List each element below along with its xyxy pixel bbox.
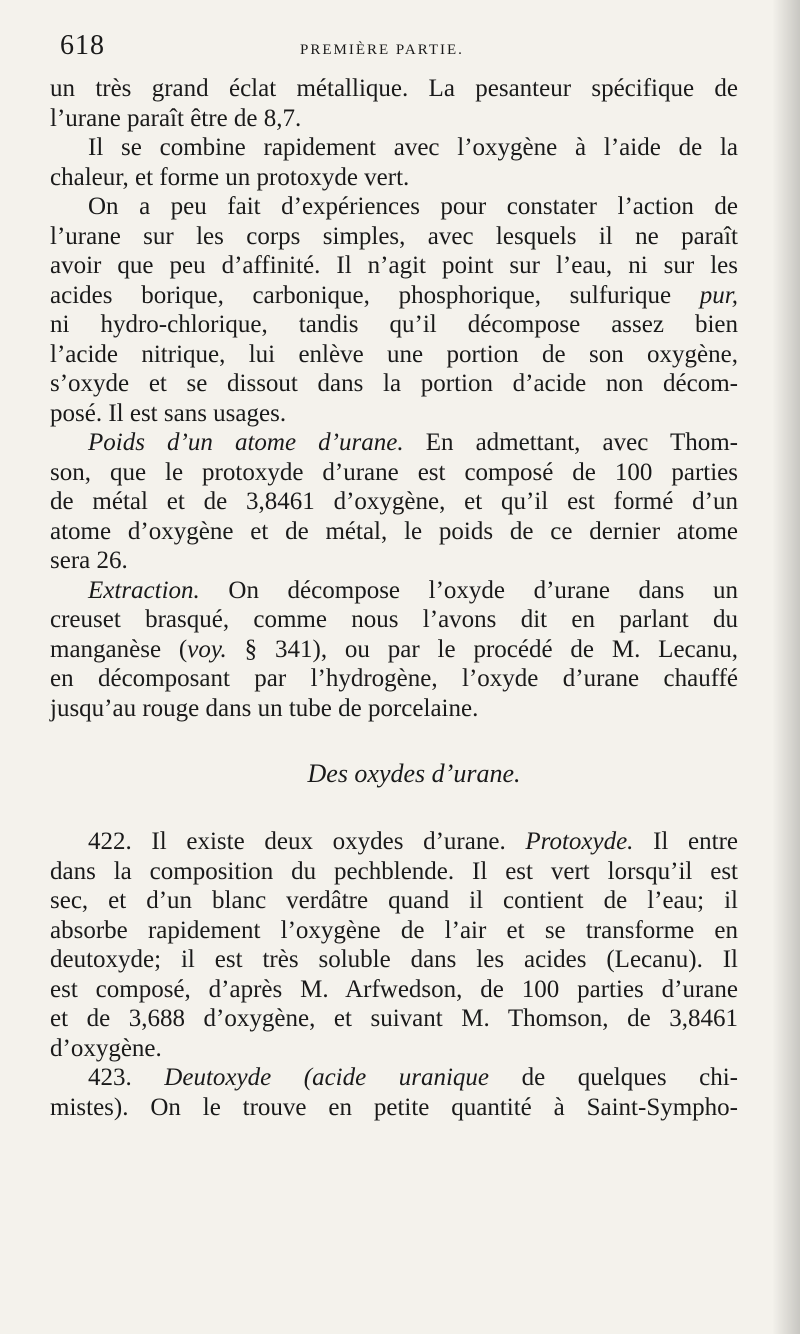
- text-line: dans la composition du pechblende. Il est vert lorsqu’il est: [50, 857, 738, 885]
- text-span: En admettant, avec Thom-: [425, 429, 738, 456]
- text-line: jusqu’au rouge dans un tube de porcelaine.: [50, 694, 479, 722]
- text-line: sera 26.: [50, 547, 128, 574]
- text-line: chaleur, et forme un protoxyde vert.: [50, 163, 410, 191]
- text-line: en décomposant par l’hydrogène, l’oxyde d’urane chauffé: [50, 665, 738, 692]
- text-line: s’oxyde et se dissout dans la portion d’acide non décom-: [50, 370, 738, 397]
- paragraph-lead: Extraction.: [88, 576, 200, 604]
- text-line: On a peu fait d’expériences pour constater l’action de: [88, 193, 738, 220]
- body-text: [50, 74, 738, 1122]
- italic-word: pur,: [699, 281, 738, 309]
- text-line: de métal et de 3,8461 d’oxygène, et qu’il est formé d’un: [50, 488, 738, 515]
- text-span: Il entre: [653, 828, 739, 855]
- text-span: Il existe deux oxydes d’urane.: [151, 828, 506, 855]
- text-line: posé. Il est sans usages.: [50, 399, 287, 427]
- text-line: un très grand éclat métallique. La pesanteur spécifique de: [50, 75, 738, 102]
- italic-word: acide uranique: [312, 1064, 490, 1091]
- text-span: manganèse (: [50, 635, 188, 663]
- text-line: Il se combine rapidement avec l’oxygène à l’aide de la: [88, 134, 738, 161]
- text-line: [50, 827, 738, 857]
- paragraph-lead: Poids d’un atome d’urane.: [88, 429, 404, 456]
- page-header: [60, 30, 740, 70]
- text-line: atome d’oxygène et de métal, le poids de ce dernier atome: [50, 517, 738, 545]
- text-line: creuset brasqué, comme nous l’avons dit en parlant du: [50, 606, 738, 633]
- text-line: ni hydro-chlorique, tandis qu’il décompose assez bien: [50, 311, 738, 338]
- text-line: mistes). On le trouve en petite quantité à Saint-Sympho-: [50, 1093, 738, 1121]
- italic-word: Deutoxyde (: [164, 1064, 313, 1091]
- text-span: acides borique, carbonique, phosphorique, sulfurique: [50, 281, 672, 309]
- text-line: est composé, d’après M. Arfwedson, de 100 parties d’urane: [50, 975, 738, 1003]
- text-line: sec, et d’un blanc verdâtre quand il contient de l’eau; il: [50, 887, 738, 914]
- text-span: § 341), ou par le procédé de M. Lecanu,: [226, 635, 738, 663]
- text-span: de quelques chi-: [489, 1064, 738, 1091]
- text-line: deutoxyde; il est très soluble dans les acides (Lecanu). Il: [50, 946, 738, 973]
- text-line: [50, 428, 738, 458]
- text-line: l’urane sur les corps simples, avec lesquels il ne paraît: [50, 222, 738, 250]
- text-line: absorbe rapidement l’oxygène de l’air et se transforme en: [50, 916, 738, 944]
- text-line: l’acide nitrique, lui enlève une portion de son oxygène,: [50, 340, 738, 368]
- text-line: son, que le protoxyde d’urane est composé de 100 parties: [50, 458, 738, 486]
- text-line: avoir que peu d’affinité. Il n’agit point sur l’eau, ni sur les: [50, 252, 738, 279]
- page-number: 618: [60, 30, 105, 61]
- running-head: PREMIÈRE PARTIE.: [300, 42, 464, 58]
- paragraph-number: 422.: [88, 828, 132, 855]
- text-line: d’oxygène.: [50, 1034, 162, 1062]
- text-line: [50, 281, 738, 311]
- text-span: On décompose l’oxyde d’urane dans un: [228, 576, 738, 604]
- text-line: [50, 1063, 738, 1093]
- text-line: et de 3,688 d’oxygène, et suivant M. Thomson, de 3,8461: [50, 1005, 738, 1032]
- italic-word: Protoxyde.: [525, 828, 634, 855]
- page-edge-shadow: [772, 0, 800, 1334]
- text-line: l’urane paraît être de 8,7.: [50, 104, 302, 132]
- paragraph-number: 423.: [88, 1064, 132, 1091]
- section-title: Des oxydes d’urane.: [307, 759, 521, 788]
- text-line: [50, 576, 738, 606]
- text-line: [50, 635, 738, 665]
- italic-word: voy.: [187, 635, 227, 663]
